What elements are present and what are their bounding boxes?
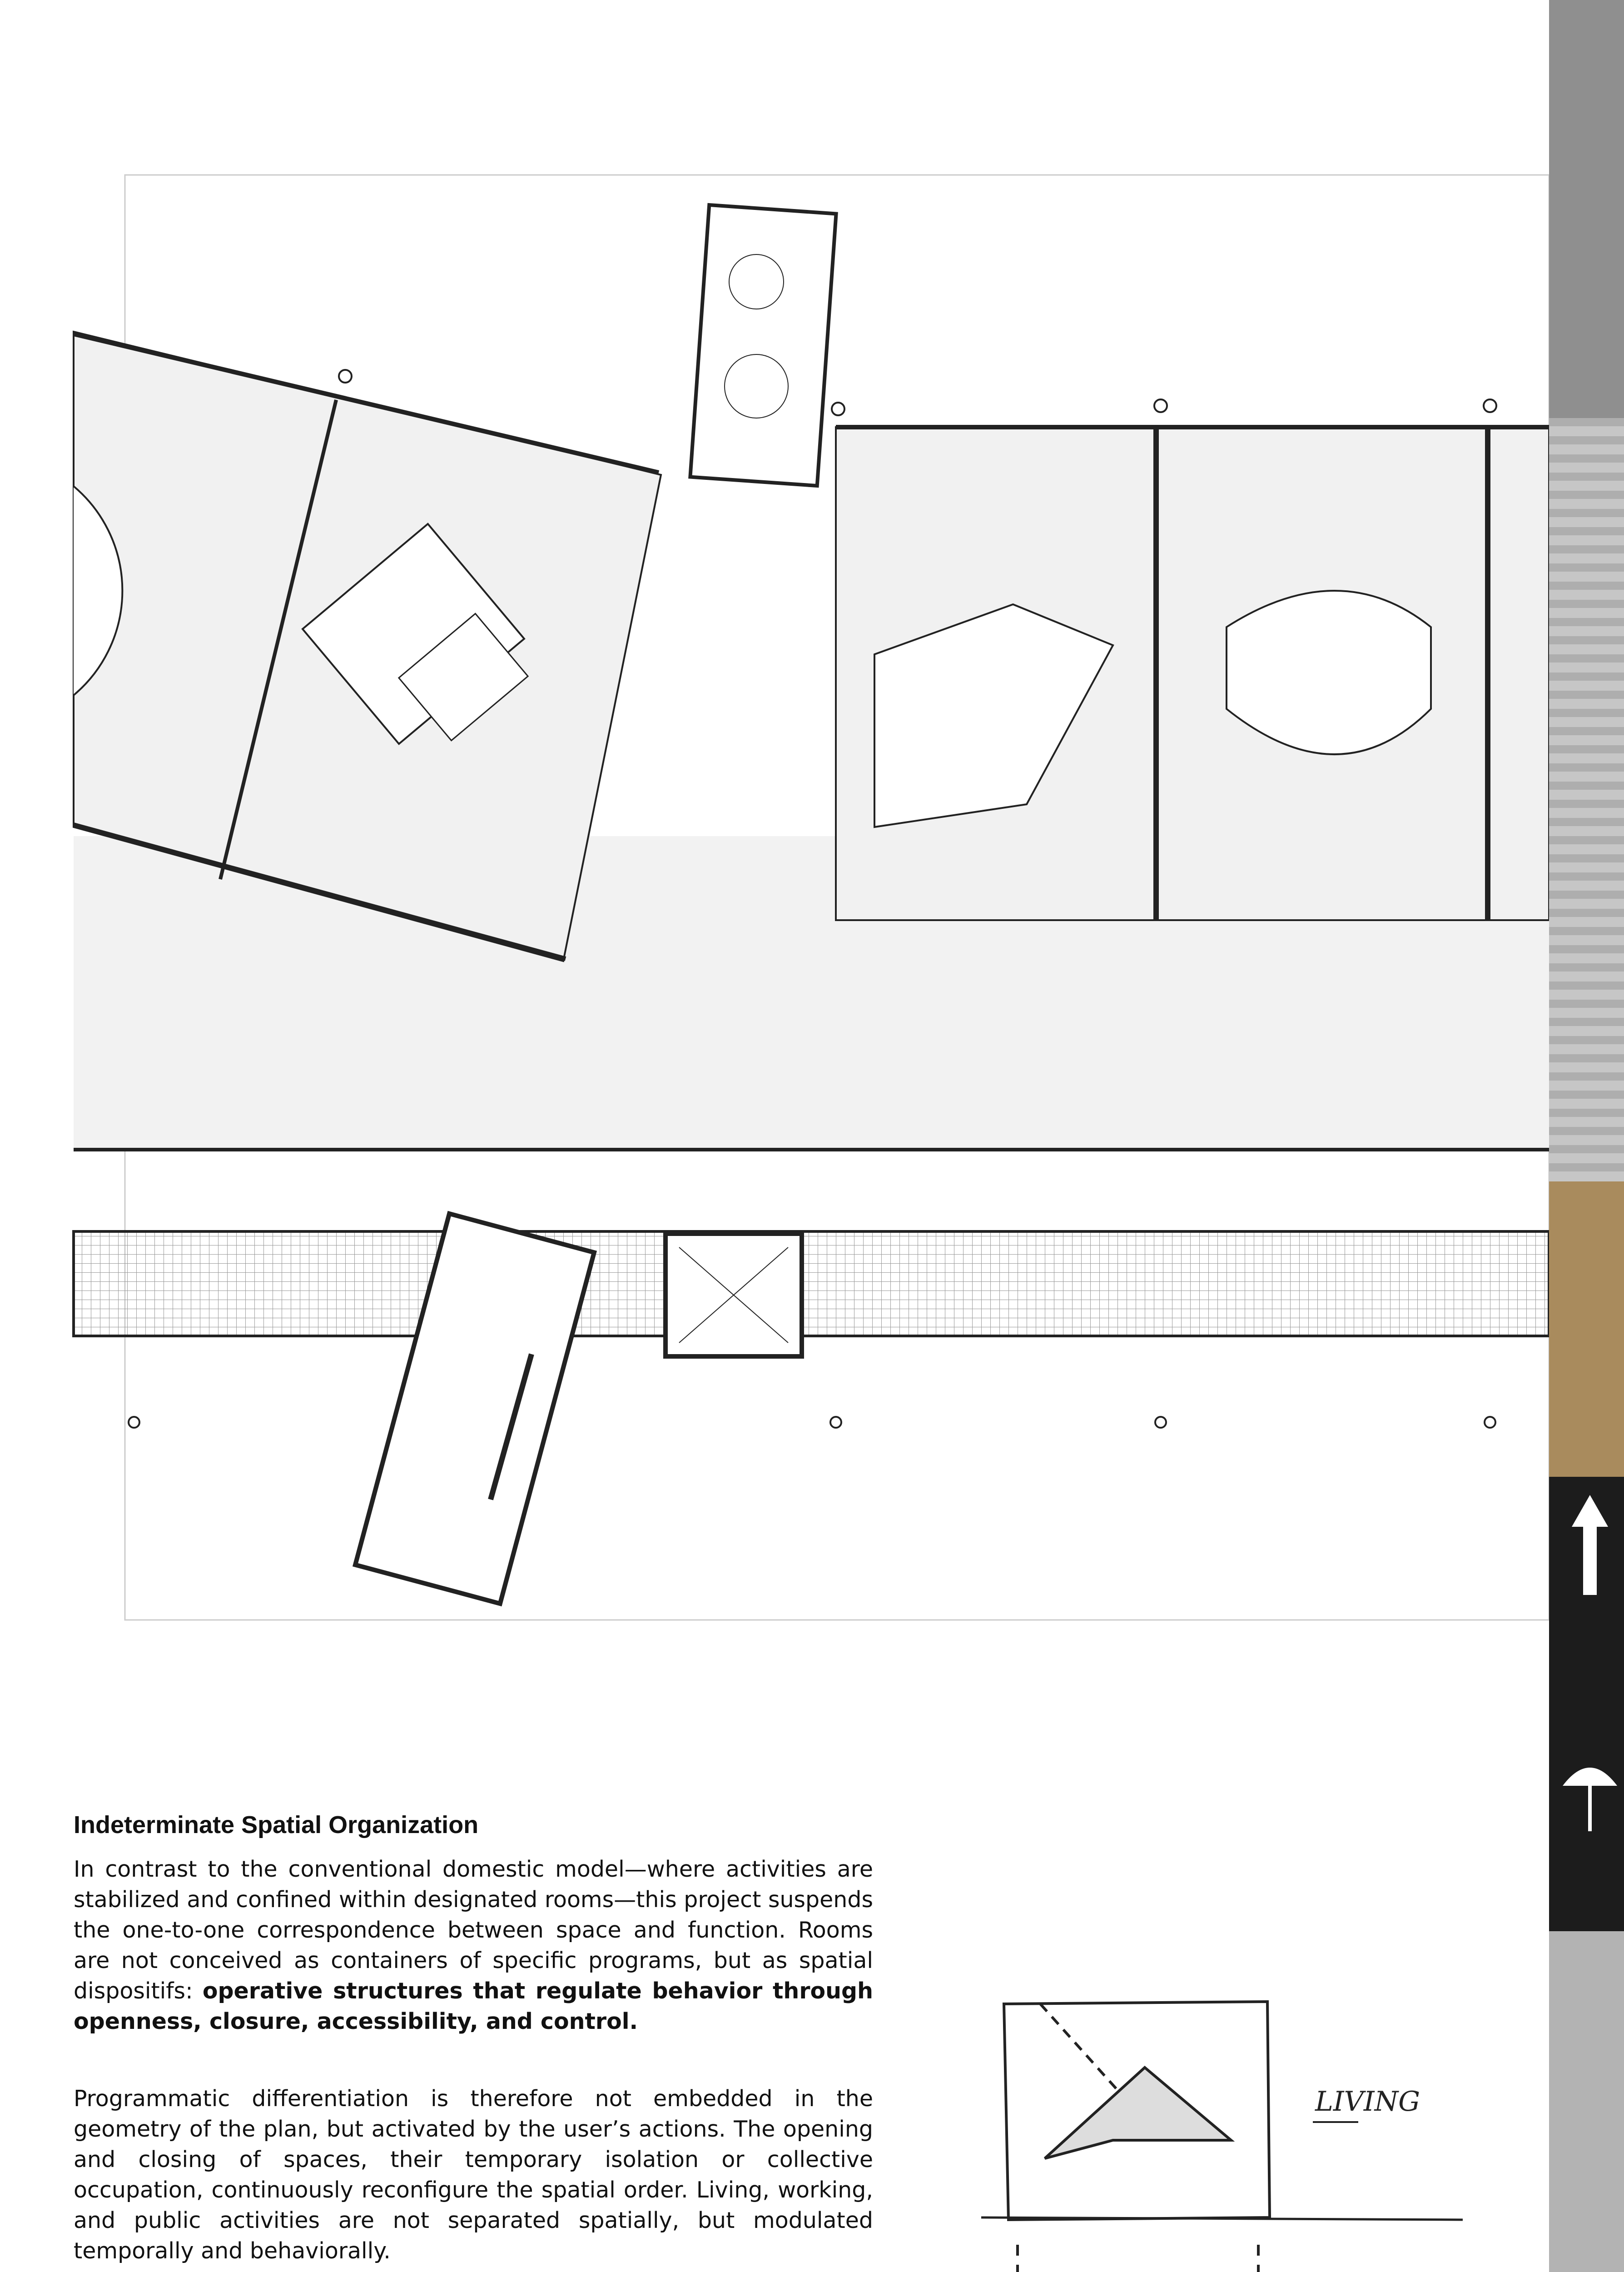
cardboard-texture: [1549, 1181, 1624, 1477]
right-column-3: [1484, 399, 1496, 412]
paragraph-2: Programmatic differentiation is therefore not embedded in the geometry of the plan, but activated by the user’s actions. The opening and closing of spaces, their temporary isolation or collective occupation, continuously reconfigure the spatial order. Living, working, and public activities are not separated spatially, but modulated temporally and behaviorally.: [74, 2086, 873, 2264]
lower-column-3: [1155, 1417, 1166, 1428]
right-column-1: [832, 403, 844, 415]
lower-column-2: [830, 1417, 841, 1428]
lower-column-4: [1485, 1417, 1495, 1428]
photo-collage-strip: [1549, 0, 1624, 2272]
paragraph-1-text: In contrast to the conventional domestic model—where activities are stabilized and confined within designated rooms—this project suspends the one-to-one correspondence between space and function. Rooms are not conceived as containers of specific programs, but as spatial dispositifs:: [74, 1856, 873, 2004]
right-column-2: [1154, 399, 1167, 412]
arrow-umbrella-icon: [1549, 1477, 1624, 1931]
section-heading: Indeterminate Spatial Organization: [74, 1811, 479, 1839]
lower-column-1: [129, 1417, 139, 1428]
right-core-2: [1227, 591, 1431, 754]
sketch-label-living: LIVING: [1315, 2086, 1420, 2118]
paragraph-1-emphasis: operative structures that regulate behavior through openness, closure, accessibility, and control.: [74, 1978, 873, 2034]
lower-grid-band: [74, 1231, 1549, 1336]
interior-photo: [1549, 418, 1624, 1181]
hand-sketch: [977, 1990, 1485, 2272]
box-label-graphic: [1549, 1477, 1624, 1931]
floor-photo: [1549, 1931, 1624, 2272]
paragraph-1: [74, 1854, 873, 2037]
concrete-texture: [1549, 0, 1624, 418]
central-stair-tower: [690, 205, 836, 486]
left-column: [339, 370, 352, 383]
